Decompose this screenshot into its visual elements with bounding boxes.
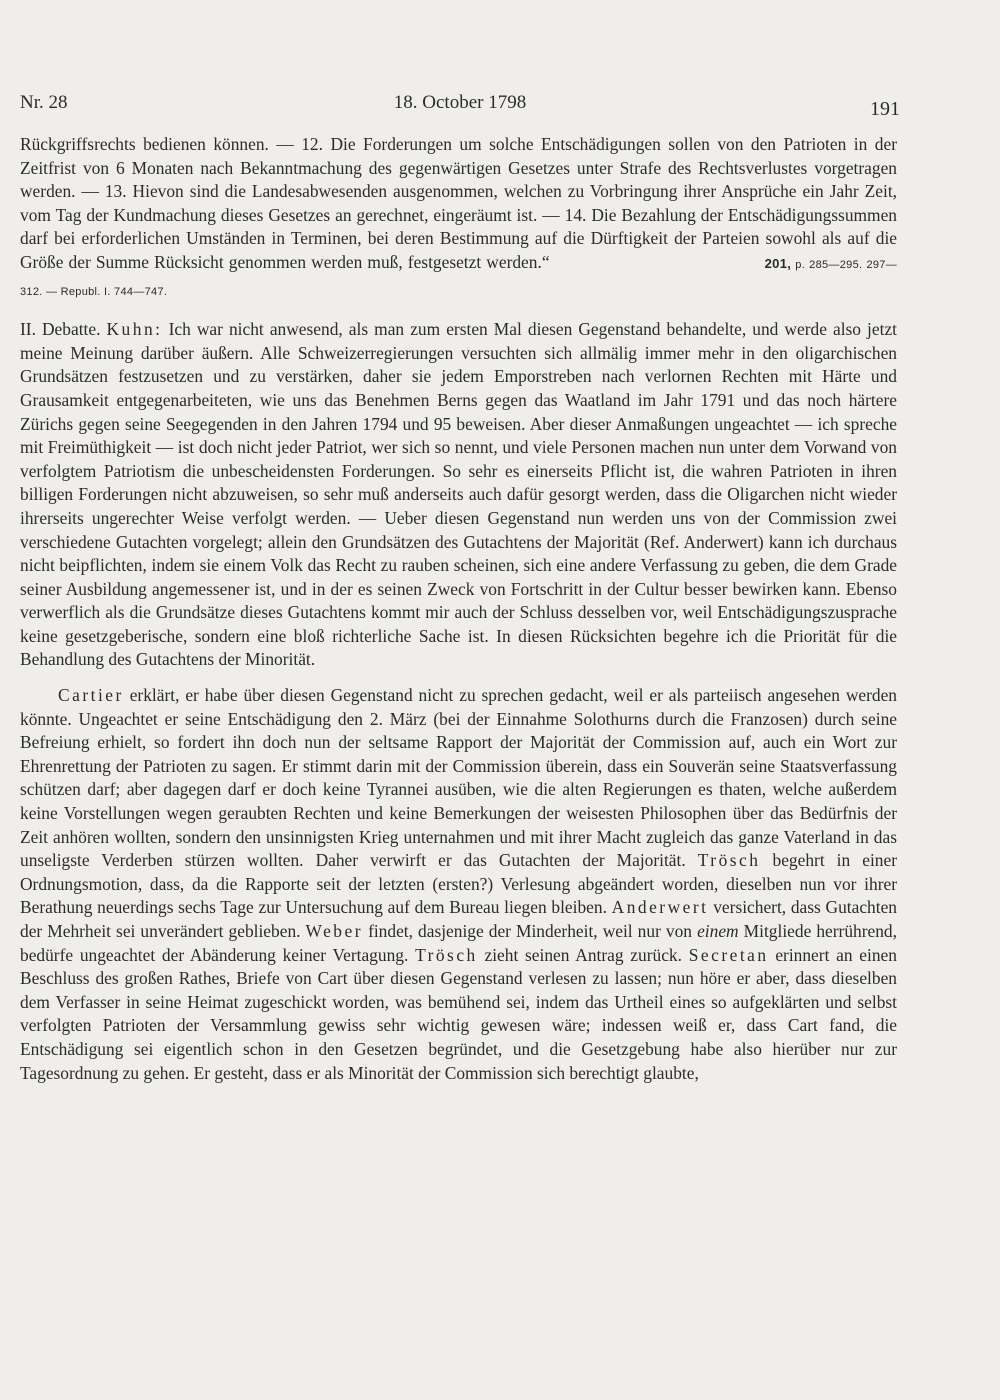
section-label: II. Debatte.	[20, 319, 101, 340]
speaker-troesch-2: Trösch	[415, 944, 478, 965]
reference-number: 201,	[764, 255, 792, 271]
weber-text-cont: Mitgliede herrührend, bedürfe ungeachtet der Abänderung keiner Vertagung.	[20, 921, 897, 965]
emphasis-einem: einem	[697, 921, 739, 941]
troesch-withdraw-text: zieht seinen Antrag zurück.	[484, 944, 682, 965]
running-header	[20, 92, 900, 124]
intro-text: Rückgriffsrechts bedienen können. — 12. Die Forderungen um solche Entschädigungen sollen von den Patrioten in der Zeitfrist von 6 Monaten nach Bekanntmachung des gegenwärtigen Gesetzes unter Strafe des Rechtsverlustes vorgetragen werden. — 13. Hievon sind die Landesabwesenden ausgenommen, welchen zu Vorbringung ihrer Ansprüche ein Jahr Zeit, vom Tag der Kundmachung dieses Gesetzes an gerechnet, eingeräumt ist. — 14. Die Bezahlung der Entschädigungssummen darf bei erforderlichen Umständen in Terminen, bei deren Bestimmung auf die Dürftigkeit der Parteien sowohl als auf die Größe der Summe Rücksicht genommen werden muß, festgesetzt werden.“	[20, 134, 897, 272]
anderwert-text: versichert, dass Gutachten der Mehrheit sei unverändert geblieben.	[20, 897, 897, 941]
debatte-text: Ich war nicht anwesend, als man zum ersten Mal diesen Gegenstand behandelte, und werde also jetzt meine Meinung darüber äußern. Alle Schweizerregierungen versuchten sich allmälig immer mehr in den oligarchischen Grundsätzen festzusetzen und zu verstärken, daher sie jedem Emporstreben nach verlornen Rechten mit Härte und Grausamkeit entgegenarbeiteten, wie uns das Benehmen Berns gegen das Waatland im Jahr 1791 und das noch härtere Zürichs gegen seine Seegegenden in den Jahren 1794 und 95 beweisen. Aber dieser Anmaßungen ungeachtet — ich spreche mit Freimüthigkeit — ist doch nicht jeder Patriot, wer sich so nennt, und viele Personen machen nun unter dem Vorwand von verfolgtem Patriotism die unbescheidensten Forderungen. So sehr es einerseits Pflicht ist, die wahren Patrioten in ihren billigen Forderungen nicht abzuweisen, so sehr muß anderseits auch dafür gesorgt werden, dass die Oligarchen nicht wieder ihrerseits ungerechter Weise verfolgt werden. — Ueber diesen Gegenstand nun werden uns von der Commission zwei verschiedene Gutachten vorgelegt; allein den Grundsätzen des Gutachtens der Majorität (Ref. Anderwert) kann ich durchaus nicht beipflichten, indem sie einem Volk das Recht zu rauben scheinen, sich eine andere Verfassung zu geben, die dem Grade seiner Ausbildung angemessener ist, und in der es seinen Zweck von Fortschritt in der Cultur besser bewirken kann. Ebenso verwerflich als die Grundsätze dieses Gutachtens kommt mir auch der Schluss desselben vor, weil Entschädigungszusprache keine gesetzgeberische, sondern eine bloß richterliche Sache ist. In diesen Rücksichten begehre ich die Priorität für die Behandlung des Gutachtens der Minorität.	[20, 319, 897, 670]
issue-number: Nr. 28	[20, 92, 68, 113]
header-date: 18. October 1798	[393, 92, 527, 113]
cartier-text: erklärt, er habe über diesen Gegenstand nicht zu sprechen gedacht, weil er als parteiisch angesehen werden könnte. Ungeachtet er seine Entschädigung den 2. März (bei der Einnahme Solothurns durch die Franzosen) durch seine Befreiung erhielt, so fordert ihn doch nun der seltsame Rapport der Majorität der Commission auf, auch ein Wort zur Ehrenrettung der Patrioten zu sagen. Er stimmt darin mit der Commission überein, dass ein Souverän seine Staatsverfassung schützen darf; aber dagegen darf er doch keine Tyrannei ausüben, wie die alten Regierungen es thaten, welche außerdem keine Vorstellungen wegen geraubten Rechten und keine Bemerkungen der weisesten Philosophen über das Bedürfnis der Zeit anhören wollten, sondern den unsinnigsten Krieg unternahmen und mit ihrer Macht zugleich das ganze Vaterland in das unseligste Verderben stürzen wollten. Daher verwirft er das Gutachten der Majorität.	[20, 685, 897, 871]
text-body	[20, 133, 897, 1085]
debatte-paragraph	[20, 318, 897, 672]
speaker-kuhn: Kuhn:	[106, 319, 163, 340]
weber-text: findet, dasjenige der Minderheit, weil nur von	[368, 921, 693, 941]
speaker-weber: Weber	[305, 921, 363, 941]
speaker-anderwert: Anderwert	[611, 897, 709, 918]
speaker-cartier: Cartier	[58, 685, 124, 706]
speaker-troesch: Trösch	[697, 850, 761, 871]
intro-paragraph	[20, 133, 897, 304]
cartier-paragraph	[20, 684, 897, 1085]
page-number: 191	[870, 98, 900, 120]
speaker-secretan: Secretan	[688, 944, 769, 965]
troesch-text: begehrt in einer Ordnungsmotion, dass, da die Rapporte seit der letzten (ersten?) Verlesung abgeändert worden, dieselben nun vor ihrer Berathung neuerdings sechs Tage zur Untersuchung auf dem Bureau liegen bleiben.	[20, 850, 898, 918]
reference-pages: p. 285—295. 297—312. — Republ. I. 744—747.	[20, 258, 898, 298]
secretan-text: erinnert an einen Beschluss des großen Rathes, Briefe von Cart über diesen Gegenstand verlesen zu lassen; nun höre er aber, dass dieselben dem Verfasser in seine Heimat zugeschickt worden, was bemühend sei, indem das Urtheil eines so aufgeklärten und selbst verfolgten Patrioten der Versammlung gewiss sehr wichtig gewesen wäre; indessen weiß er, dass Cart fand, die Entschädigung sei eigentlich schon in den Gesetzen begründet, und die Gesetzgebung habe also hierüber nur zur Tagesordnung zu gehen. Er gesteht, dass er als Minorität der Commission sich berechtigt glaubte,	[20, 944, 897, 1083]
